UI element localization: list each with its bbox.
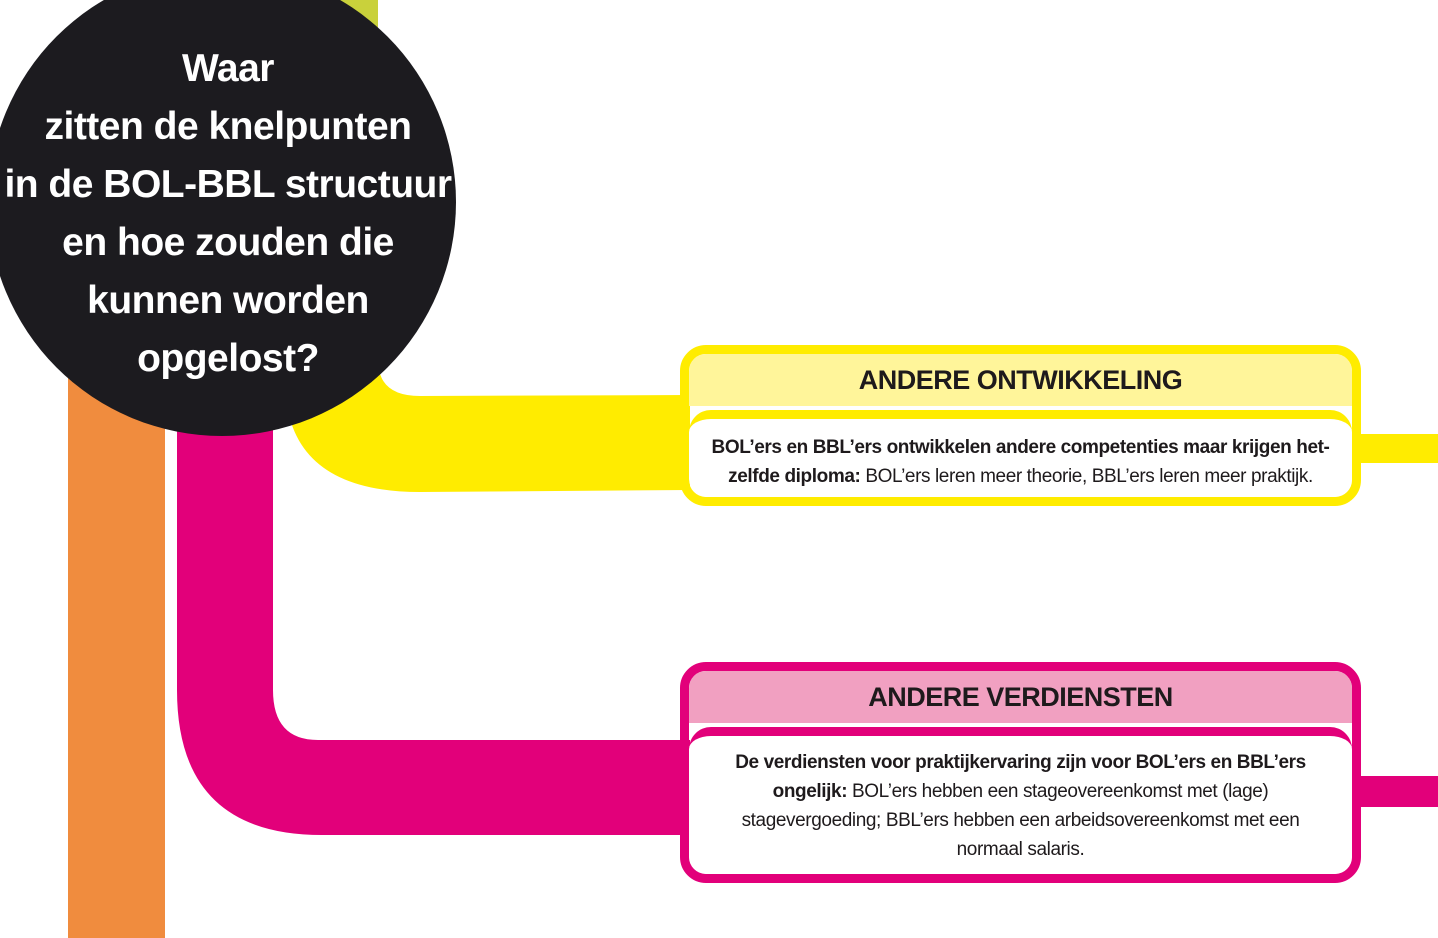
card-body-bold: De verdiensten voor praktijkervaring zijn voor BOL’ers en BBL’ers	[735, 752, 1306, 773]
pink-line-exit	[1355, 776, 1438, 807]
card-andere-ontwikkeling	[680, 345, 1361, 506]
card-body-bold: BOL’ers en BBL’ers ontwikkelen andere competenties maar krijgen het-	[711, 437, 1330, 458]
question-line: Waar	[182, 47, 274, 90]
question-title	[0, 40, 456, 388]
card-body	[689, 727, 1352, 874]
card-body-bold: zelfde diploma:	[728, 466, 861, 487]
yellow-line-exit	[1355, 434, 1438, 463]
card-body-text: normaal salaris.	[956, 839, 1085, 860]
card-body-text: stagevergoeding; BBL’ers hebben een arbeidsovereenkomst met een	[741, 810, 1300, 831]
card-body-text: BOL’ers leren meer theorie, BBL’ers leren meer praktijk.	[860, 466, 1313, 487]
card-body	[689, 410, 1352, 497]
card-title: ANDERE ONTWIKKELING	[689, 354, 1352, 406]
card-body-text: BOL’ers hebben een stageovereenkomst met (lage)	[847, 781, 1269, 802]
question-line: kunnen worden	[87, 279, 369, 322]
question-line: in de BOL-BBL structuur	[4, 163, 452, 206]
question-line: en hoe zouden die	[62, 221, 394, 264]
card-title: ANDERE VERDIENSTEN	[689, 671, 1352, 723]
card-body-bold: ongelijk:	[772, 781, 848, 802]
card-andere-verdiensten	[680, 662, 1361, 883]
question-line: opgelost?	[137, 337, 319, 380]
question-line: zitten de knelpunten	[44, 105, 412, 148]
